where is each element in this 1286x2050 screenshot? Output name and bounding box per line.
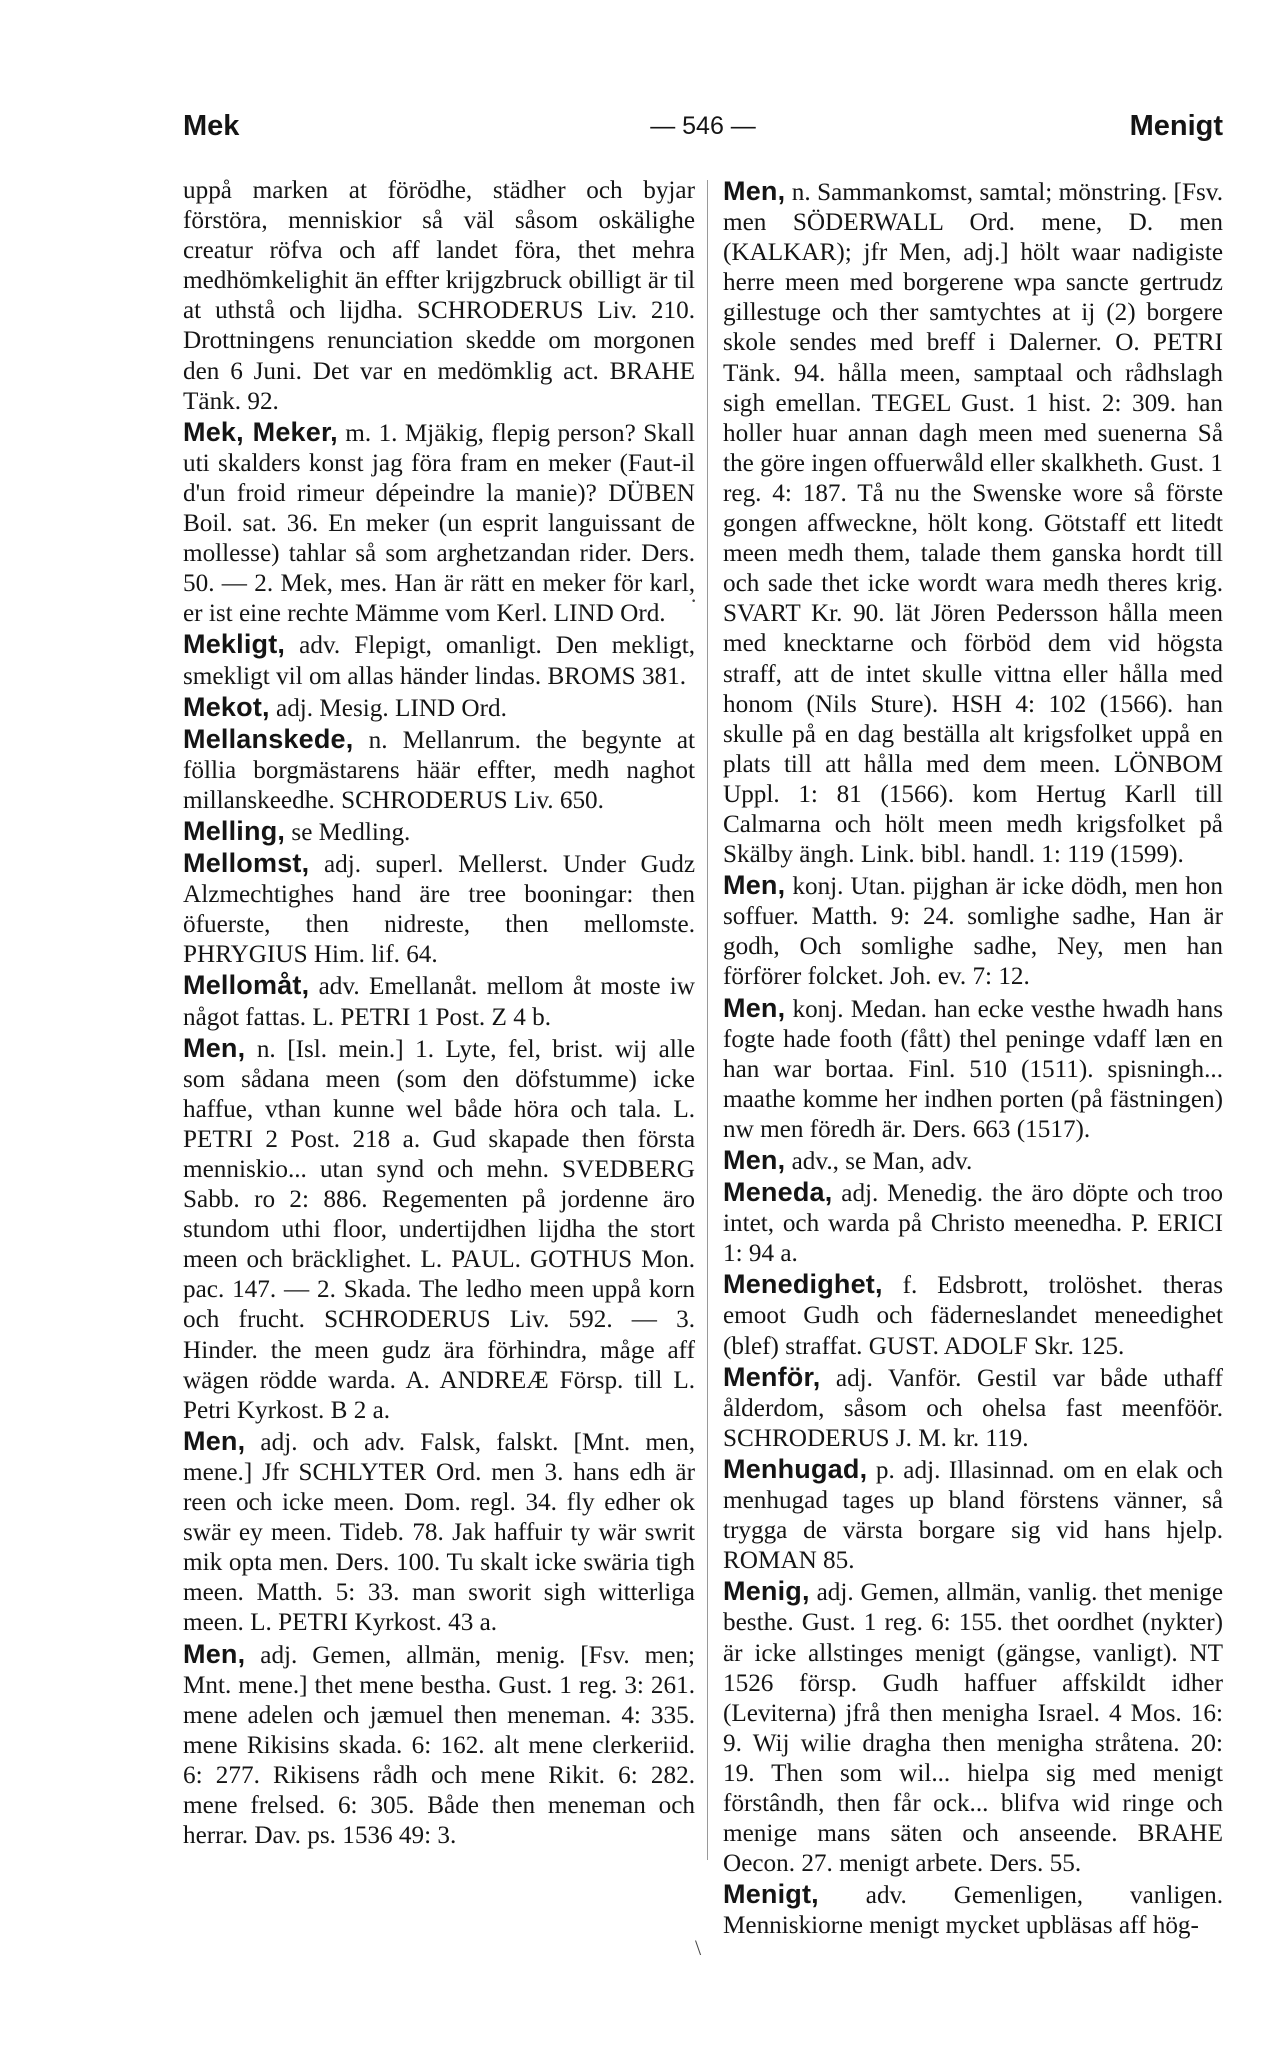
entry-text: konj. Utan. pijghan är icke dödh, men hon soffuer. Matth. 9: 24. somlighe sadhe, Han är godh, Och somlighe sadhe, Ney, men han förförer folcket. Joh. ev. 7: 12. [723, 873, 1223, 991]
header-last-word: Menigt [1129, 110, 1223, 142]
dictionary-entry [723, 1879, 1223, 1941]
entry-headword: Meneda, [723, 1177, 833, 1208]
entry-text: adj. Gemen, allmän, vanlig. thet menige besthe. Gust. 1 reg. 6: 155. thet oordhet (nykter) är icke allstinges menigt (gängse, vanligt). NT 1526 försp. Gudh haffuer affskildt idher (Leviterna) jfrå then menigha Israel. 4 Mos. 16: 9. Wij wilie dragha then menigha stråtena. 20: 19. Then som wil... hielpa sig med menigt förstândh, then får ock... blifva wid ringe och menige mans säten och anseende. BRAHE Oecon. 27. menigt arbete. Ders. 55. [723, 1579, 1224, 1878]
dictionary-entry [723, 176, 1223, 870]
entry-headword: Mekot, [183, 691, 270, 722]
dictionary-entry [183, 816, 695, 848]
entry-text: n. Mellanrum. the begynte at föllia borgmästarens häär effter, medh naghot millanskeedhe. SCHRODERUS Liv. 650. [183, 726, 696, 814]
entry-text: se Medling. [291, 818, 411, 846]
entry-headword: Menedighet, [723, 1269, 883, 1300]
entry-headword: Men, [183, 1032, 246, 1063]
entry-text: konj. Medan. han ecke vesthe hwadh hans fogte hade footh (fått) thel peninge vdaff læn en han war bortaa. Finl. 510 (1511). spisningh... maathe komme her indhen porten (på fästningen) nw men föredh är. Ders. 663 (1517). [723, 995, 1223, 1143]
entry-headword: Men, [723, 176, 786, 206]
entry-text: adv. Emellanåt. mellom åt moste iw något fattas. L. PETRI 1 Post. Z 4 b. [183, 973, 695, 1031]
entry-text: adj. Menedig. the äro döpte och troo intet, och warda på Christo meenedha. P. ERICI 1: 94 a. [723, 1180, 1224, 1268]
dictionary-entry [183, 724, 695, 816]
entry-text: n. Sammankomst, samtal; mönstring. [Fsv. men SÖDERWALL Ord. mene, D. men (KALKAR); jfr Men, adj.] hölt waar nadigiste herre meen med borgerene wpa sancte gertrudz gillestuge och ther samtychtes at ij (2) borgere skole sendes med breff i Dalerner. O. PETRI Tänk. 94. hålla meen, samptaal och rådhslagh sigh emellan. TEGEL Gust. 1 hist. 2: 309. han holler huar annan dagh meen med suenerna Så the göre ingen offuerwåld eller skalkheth. Gust. 1 reg. 4: 187. Tå nu the Swenske wore så förste gongen affweckne, hölt kong. Götstaff ett litedt meen medh them, talade them ganska hordt till och sade thet icke wordt wara medh theres krig. SVART Kr. 90. lät Jören Pedersson hålla meen med knecktarne och förböd dem vid högsta straff, att de intet skulle vittna eller hålla med honom (Nils Sture). HSH 4: 102 (1566). han skulle på en dag beställa alt krigsfolket uppå en plats till att hålla med dem meen. LÖNBOM Uppl. 1: 81 (1566). kom Hertug Karll till Calmarna och hölt meen medh krigsfolket på Skälby ängh. Link. bibl. handl. 1: 119 (1599). [723, 179, 1224, 869]
entry-text: adj. och adv. Falsk, falskt. [Mnt. men, mene.] Jfr SCHLYTER Ord. men 3. hans edh är reen och icke meen. Dom. regl. 34. fly edher ok swär ey meen. Tideb. 78. Jak haffuir ty wär swrit mik opta men. Ders. 100. Tu skalt icke swäria tigh meen. Matth. 5: 33. man sworit sigh witterliga meen. L. PETRI Kyrkost. 43 a. [183, 1428, 695, 1637]
entry-headword: Menför, [723, 1361, 821, 1392]
entry-headword: Menigt, [723, 1879, 819, 1910]
stray-mark: \ [695, 1935, 702, 1960]
entry-headword: Mekligt, [183, 629, 286, 660]
entry-text: uppå marken at förödhe, städher och byjar förstöra, menniskior så väl såsom oskälighe creatur röfva och aff landet föra, thet mehra medhömkelighit än effter krijgzbruck obilligt är til at uthstå och lijdha. SCHRODERUS Liv. 210. Drottningens renunciation skedde om morgonen den 6 Juni. Det var en medömklig act. BRAHE Tänk. 92. [183, 177, 695, 415]
entry-text: m. 1. Mjäkig, flepig person? Skall uti skalders konst jag föra fram en meker (Faut-il d'un froid rimeur dépeindre la manie)? DÜBEN Boil. sat. 36. En meker (un esprit languissant de mollesse) tahlar så som arghetzandan rider. Ders. 50. — 2. Mek, mes. Han är rätt en meker för karl, er ist eine rechte Mämme vom Kerl. LIND Ord. [183, 419, 695, 628]
dictionary-entry [183, 1033, 695, 1426]
entry-headword: Men, [723, 870, 786, 901]
dictionary-entry [183, 176, 695, 417]
dictionary-entry [723, 1145, 1223, 1177]
dictionary-entry [723, 1269, 1223, 1361]
entry-headword: Men, [723, 1145, 786, 1175]
dictionary-entry [723, 870, 1223, 992]
entry-text: adj. Mesig. LIND Ord. [276, 694, 507, 722]
entry-text: adj. Gemen, allmän, menig. [Fsv. men; Mnt. mene.] thet mene bestha. Gust. 1 reg. 3: 261. mene adelen och jæmuel then meneman. 4: 335. mene Rikisins skada. 6: 162. alt mene clerkeriid. 6: 277. Rikisens rådh och mene Rikit. 6: 282. mene frelsed. 6: 305. Både then meneman och herrar. Dav. ps. 1536 49: 3. [183, 1641, 695, 1850]
entry-headword: Men, [183, 1638, 246, 1669]
entry-text: adj. Vanför. Gestil var både uthaff ålderdom, såsom och ohelsa fast meenföör. SCHRODERUS J. M. kr. 119. [723, 1364, 1223, 1452]
entry-headword: Menhugad, [723, 1453, 868, 1484]
dictionary-entry [183, 848, 695, 970]
dictionary-entry [723, 1576, 1223, 1879]
entry-headword: Mellomåt, [183, 970, 310, 1001]
entry-text: p. adj. Illasinnad. om en elak och menhugad tages up bland förstens vänner, så trygga de värsta borgare sig vid hans hjelp. ROMAN 85. [723, 1456, 1224, 1575]
column-divider [707, 180, 708, 1860]
entry-text: f. Edsbrott, trolöshet. theras emoot Gudh och fäderneslandet meneedighet (blef) straffat. GUST. ADOLF Skr. 125. [723, 1272, 1223, 1360]
entry-text: n. [Isl. mein.] 1. Lyte, fel, brist. wij alle som sådana meen (som den döfstumme) icke haffue, vthan kunne wel både höra och tala. L. PETRI 2 Post. 218 a. Gud skapade then första menniskio... utan synd och mehn. SVEDBERG Sabb. ro 2: 886. Regementen på jordenne äro stundom uthi floor, undertijdhen lijdha the stort meen och bräcklighet. L. PAUL. GOTHUS Mon. pac. 147. — 2. Skada. The ledho meen uppå korn och frucht. SCHRODERUS Liv. 592. — 3. Hinder. the meen gudz ära förhindra, måge aff wägen rödde warda. A. ANDREÆ Försp. till L. Petri Kyrkost. B 2 a. [183, 1035, 695, 1424]
left-column [183, 176, 698, 1851]
entry-text: adj. superl. Mellerst. Under Gudz Alzmechtighes hand äre tree booningar: then öfuerste, then nidreste, then mellomste. PHRYGIUS Him. lif. 64. [183, 851, 696, 969]
entry-headword: Men, [183, 1425, 246, 1456]
entry-headword: Melling, [183, 815, 286, 846]
dictionary-entry [183, 1426, 695, 1639]
entry-headword: Mellanskede, [183, 723, 354, 754]
dictionary-entry [183, 416, 698, 630]
entry-headword: Menig, [723, 1576, 810, 1607]
margin-dot: · [690, 588, 698, 613]
header-first-word: Mek [183, 110, 240, 142]
right-column [723, 176, 1223, 1941]
dictionary-entry [723, 993, 1223, 1145]
entry-text: adv. Gemenligen, vanligen. Menniskiorne menigt mycket upbläsas aff hög- [723, 1882, 1223, 1940]
entry-text: adv., se Man, adv. [791, 1148, 973, 1175]
dictionary-entry [723, 1177, 1223, 1269]
dictionary-entry [723, 1454, 1223, 1576]
entry-text: adv. Flepigt, omanligt. Den mekligt, smekligt vil om allas händer lindas. BROMS 381. [183, 632, 696, 690]
entry-headword: Mek, Meker, [183, 416, 338, 447]
dictionary-entry [183, 692, 695, 724]
dictionary-entry [183, 1639, 695, 1852]
dictionary-entry [183, 629, 695, 691]
dictionary-entry [183, 970, 695, 1032]
page-header [183, 110, 1223, 146]
entry-headword: Mellomst, [183, 848, 310, 879]
dictionary-entry [723, 1362, 1223, 1454]
page-number: — 546 — [650, 112, 756, 140]
entry-headword: Men, [723, 992, 786, 1023]
